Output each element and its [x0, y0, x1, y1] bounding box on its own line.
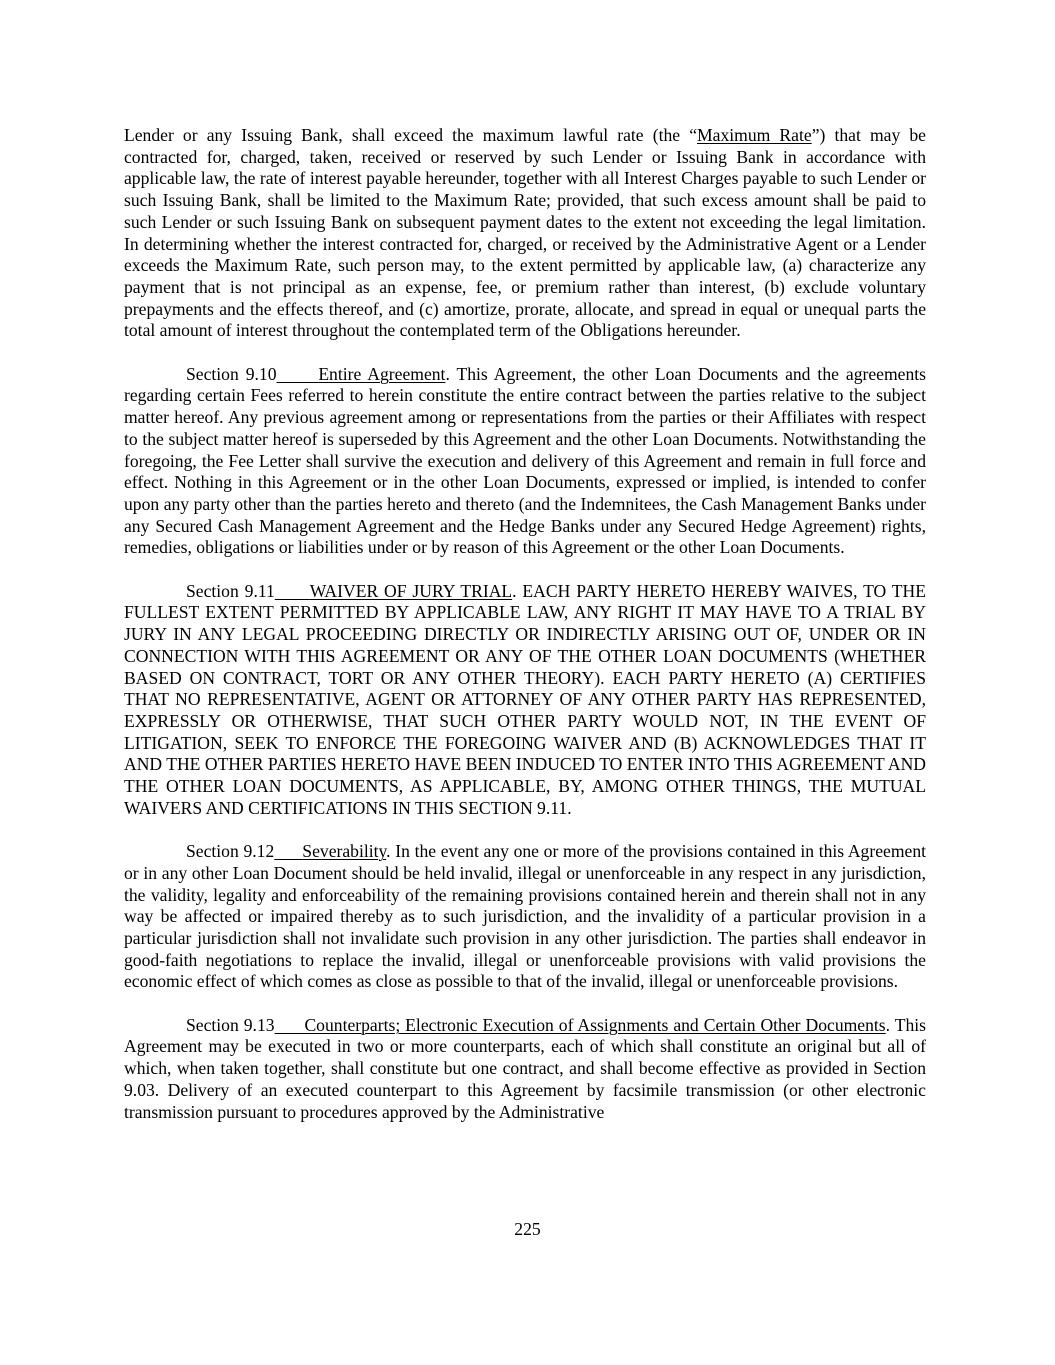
section-9-12-paragraph: [124, 841, 926, 993]
defined-term-maximum-rate: Maximum Rate: [697, 125, 812, 145]
section-heading-gap: [275, 581, 310, 601]
intro-paragraph: [124, 125, 926, 342]
section-heading-gap: [275, 1015, 305, 1035]
section-9-13-paragraph: [124, 1015, 926, 1124]
section-heading-gap: [277, 364, 319, 384]
intro-text-after: ”) that may be contracted for, charged, taken, received or reserved by such Lender or Issuing Bank in accordance with applicable law, the rate of interest payable hereunder, together with all Interest Charges payable to such Lender or such Issuing Bank, shall be limited to the Maximum Rate; provided, that such excess amount shall be paid to such Lender or such Issuing Bank on subsequent payment dates to the extent not exceeding the legal limitation. In determining whether the interest contracted for, charged, or received by the Administrative Agent or a Lender exceeds the Maximum Rate, such person may, to the extent permitted by applicable law, (a) characterize any payment that is not principal as an expense, fee, or premium rather than interest, (b) exclude voluntary prepayments and the effects thereof, and (c) amortize, prorate, allocate, and spread in equal or unequal parts the total amount of interest throughout the contemplated term of the Obligations hereunder.: [124, 125, 926, 341]
section-9-11-paragraph: [124, 581, 926, 820]
section-title-waiver-of-jury-trial: WAIVER OF JURY TRIAL: [309, 580, 513, 601]
section-title-severability: Severability: [302, 841, 387, 862]
page-number: 225: [514, 1219, 541, 1239]
section-heading-gap: [274, 841, 302, 861]
section-number: Section 9.12: [186, 841, 275, 862]
section-number: Section 9.10: [186, 363, 277, 384]
section-9-10-paragraph: [124, 364, 926, 559]
section-number: Section 9.13: [186, 1014, 275, 1035]
intro-text-before: Lender or any Issuing Bank, shall exceed the maximum lawful rate (the “: [124, 125, 698, 145]
section-body: . EACH PARTY HERETO HEREBY WAIVES, TO THE FULLEST EXTENT PERMITTED BY APPLICABLE LAW, ANY RIGHT IT MAY HAVE TO A TRIAL BY JURY IN ANY LEGAL PROCEEDING DIRECTLY OR INDIRECTLY ARISING OUT OF, UNDER OR IN CONNECTION WITH THIS AGREEMENT OR ANY OF THE OTHER LOAN DOCUMENTS (WHETHER BASED ON CONTRACT, TORT OR ANY OTHER THEORY). EACH PARTY HERETO (A) CERTIFIES THAT NO REPRESENTATIVE, AGENT OR ATTORNEY OF ANY OTHER PARTY HAS REPRESENTED, EXPRESSLY OR OTHERWISE, THAT SUCH OTHER PARTY WOULD NOT, IN THE EVENT OF LITIGATION, SEEK TO ENFORCE THE FOREGOING WAIVER AND (B) ACKNOWLEDGES THAT IT AND THE OTHER PARTIES HERETO HAVE BEEN INDUCED TO ENTER INTO THIS AGREEMENT AND THE OTHER LOAN DOCUMENTS, AS APPLICABLE, BY, AMONG OTHER THINGS, THE MUTUAL WAIVERS AND CERTIFICATIONS IN THIS SECTION 9.11.: [124, 580, 926, 818]
section-number: Section 9.11: [186, 580, 275, 601]
section-body: . This Agreement may be executed in two or more counterparts, each of which shall constitute an original but all of which, when taken together, shall constitute but one contract, and shall become effective as provided in Section 9.03. Delivery of an executed counterpart to this Agreement by facsimile transmission (or other electronic transmission pursuant to procedures approved by the Administrative: [124, 1014, 926, 1122]
section-title-entire-agreement: Entire Agreement: [318, 363, 446, 384]
section-title-counterparts: Counterparts; Electronic Execution of Assignments and Certain Other Documents: [304, 1014, 886, 1035]
section-body: . In the event any one or more of the provisions contained in this Agreement or in any other Loan Document should be held invalid, illegal or unenforceable in any respect in any jurisdiction, the validity, legality and enforceability of the remaining provisions contained herein and therein shall not in any way be affected or impaired thereby as to such jurisdiction, and the invalidity of a particular provision in a particular jurisdiction shall not invalidate such provision in any other jurisdiction. The parties shall endeavor in good-faith negotiations to replace the invalid, illegal or unenforceable provisions with valid provisions the economic effect of which comes as close as possible to that of the invalid, illegal or unenforceable provisions.: [124, 841, 927, 992]
document-page: [124, 125, 926, 1145]
section-body: . This Agreement, the other Loan Documents and the agreements regarding certain Fees referred to herein constitute the entire contract between the parties relative to the subject matter hereof. Any previous agreement among or representations from the parties or their Affiliates with respect to the subject matter hereof is superseded by this Agreement and the other Loan Documents. Notwithstanding the foregoing, the Fee Letter shall survive the execution and delivery of this Agreement and remain in full force and effect. Nothing in this Agreement or in the other Loan Documents, expressed or implied, is intended to confer upon any party other than the parties hereto and thereto (and the Indemnitees, the Cash Management Banks under any Secured Cash Management Agreement and the Hedge Banks under any Secured Hedge Agreement) rights, remedies, obligations or liabilities under or by reason of this Agreement or the other Loan Documents.: [124, 363, 926, 558]
